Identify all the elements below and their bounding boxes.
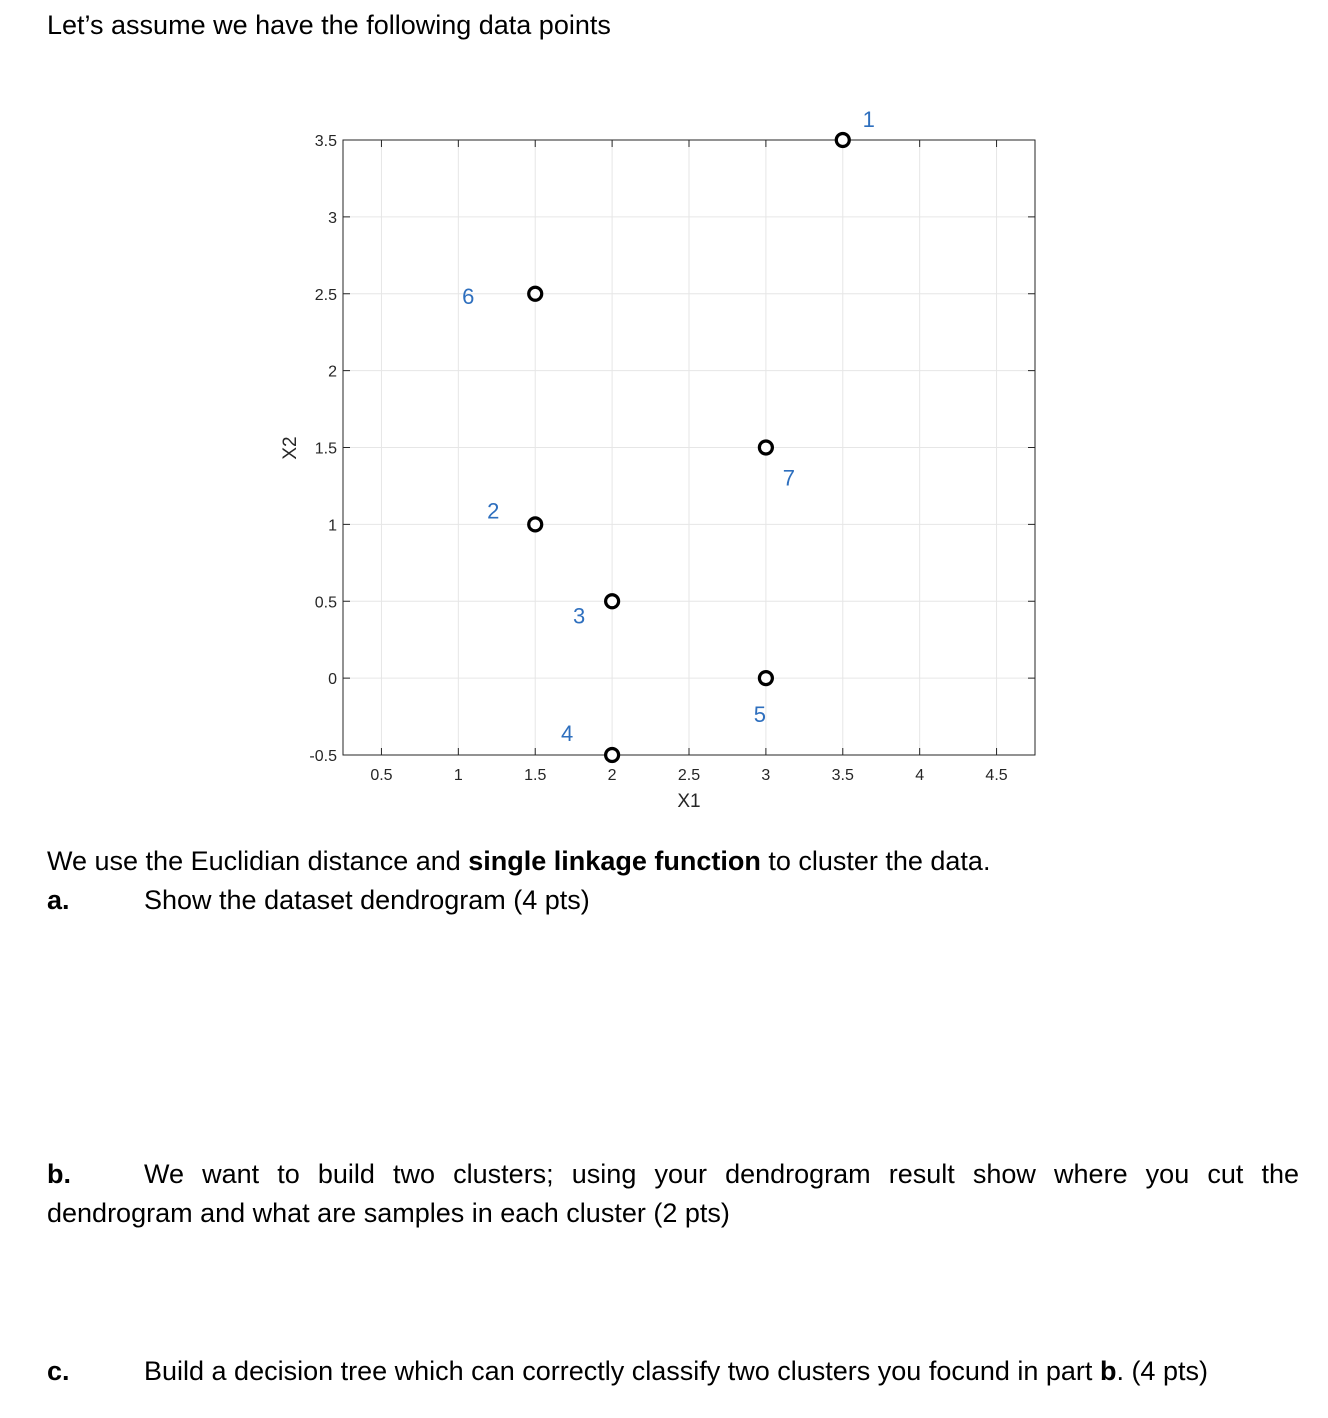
question-intro-bold: single linkage function bbox=[468, 846, 761, 876]
chart-ticks bbox=[309, 133, 1035, 784]
data-point-2 bbox=[529, 518, 542, 531]
data-point-1 bbox=[836, 134, 849, 147]
question-intro bbox=[47, 844, 990, 878]
part-c-bold: b bbox=[1099, 1356, 1117, 1386]
y-axis-label: X2 bbox=[280, 436, 301, 460]
x-tick-label: 3 bbox=[761, 767, 771, 784]
part-b-label: b. bbox=[47, 1159, 71, 1189]
point-label-5: 5 bbox=[753, 702, 767, 728]
question-intro-after: to cluster the data. bbox=[760, 846, 991, 876]
y-tick-label: 0.5 bbox=[314, 594, 337, 612]
point-label-6: 6 bbox=[462, 283, 475, 309]
intro-text: Let’s assume we have the following data points bbox=[47, 10, 611, 40]
y-tick-label: 1.5 bbox=[314, 440, 337, 458]
point-label-4: 4 bbox=[560, 721, 574, 746]
x-tick-label: 2.5 bbox=[677, 767, 701, 784]
x-tick-label: 0.5 bbox=[370, 767, 393, 784]
x-tick-label: 4 bbox=[915, 767, 925, 784]
part-c-label: c. bbox=[47, 1356, 70, 1386]
part-c-before: Build a decision tree which can correctly classify two clusters you focund in part bbox=[144, 1356, 1100, 1386]
data-point-3 bbox=[606, 595, 619, 608]
x-axis-label: X1 bbox=[677, 791, 701, 812]
part-b-paragraph bbox=[47, 1155, 1299, 1233]
y-tick-label: 3 bbox=[328, 209, 337, 227]
x-tick-label: 3.5 bbox=[831, 767, 854, 784]
y-tick-label: 2.5 bbox=[314, 286, 337, 304]
data-point-6 bbox=[529, 287, 542, 300]
part-c-text bbox=[144, 1354, 1208, 1388]
point-label-7: 7 bbox=[782, 465, 796, 491]
chart-points bbox=[462, 107, 875, 762]
x-tick-label: 1 bbox=[453, 767, 463, 784]
x-tick-label: 1.5 bbox=[524, 767, 547, 784]
part-a-text: Show the dataset dendrogram (4 pts) bbox=[144, 885, 590, 915]
x-tick-label: 2 bbox=[607, 767, 617, 784]
point-label-1: 1 bbox=[862, 107, 875, 132]
y-tick-label: 0 bbox=[328, 671, 337, 689]
point-label-2: 2 bbox=[487, 498, 500, 524]
chart-grid bbox=[343, 140, 1035, 755]
x-tick-label: 4.5 bbox=[985, 767, 1008, 784]
y-tick-label: 1 bbox=[328, 517, 337, 535]
part-c-after: . (4 pts) bbox=[1116, 1356, 1208, 1386]
data-point-7 bbox=[759, 441, 772, 454]
y-tick-label: 2 bbox=[328, 363, 337, 381]
y-tick-label: -0.5 bbox=[309, 748, 337, 765]
data-point-5 bbox=[759, 672, 772, 685]
part-b-text: We want to build two clusters; using your dendrogram result show where you cut the dendrogram and what are samples in each cluster (2 pts) bbox=[47, 1159, 1299, 1228]
y-tick-label: 3.5 bbox=[314, 133, 337, 150]
question-intro-before: We use the Euclidian distance and bbox=[47, 846, 469, 876]
part-a-label: a. bbox=[47, 885, 70, 915]
data-point-4 bbox=[606, 749, 619, 762]
point-label-3: 3 bbox=[572, 603, 586, 629]
